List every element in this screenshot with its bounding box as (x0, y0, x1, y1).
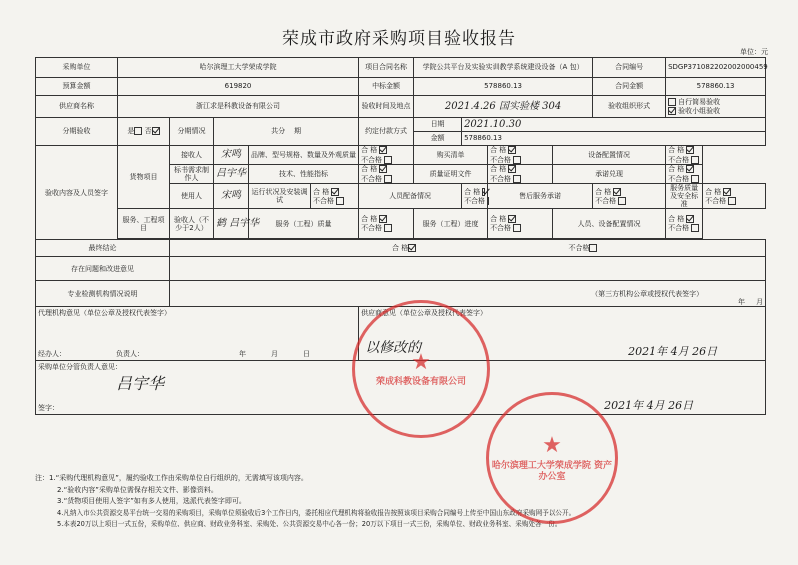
svc-quality-fail-checkbox[interactable] (384, 224, 392, 232)
service-project-label: 服务、工程项目 (118, 209, 170, 239)
staged-label: 分期验收 (36, 118, 118, 146)
proxy-handler-label: 经办人： (38, 350, 66, 359)
budget-value: 619820 (118, 78, 359, 96)
item-staff-label: 人员配备情况 (359, 184, 462, 209)
note-4: 4.凡纳入市公共资源交易平台统一交易的采购项目，采购单位须验收后3个工作日内，委托相应代理机构将验收报告按照该项目采购合同编号上传至中国山东政府采购网予以公开。 (57, 508, 576, 517)
item-run-label: 运行状况及安装调试 (249, 184, 311, 209)
total-label: 共分 (271, 127, 286, 136)
unit-label: 单位：元 (740, 48, 768, 56)
pass-label: 合 格 (668, 165, 685, 174)
run-fail-checkbox[interactable] (336, 197, 344, 205)
amount-value: 578860.13 (462, 132, 766, 146)
item-brand-label: 品牌、型号规格、数量及外观质量 (249, 146, 359, 165)
fail-label: 不合格 (668, 224, 690, 233)
org-form-label: 验收组织形式 (593, 96, 666, 118)
org-team-checkbox[interactable] (668, 107, 676, 115)
supplier-value: 浙江求是科教设备有限公司 (118, 96, 359, 118)
buyer-value: 哈尔滨理工大学荣成学院 (118, 58, 359, 78)
buyer-date-handwritten: 2021年 4月 26日 (604, 398, 694, 412)
item-list-label: 购买清单 (414, 146, 488, 165)
service-receiver-handwritten: 鹤 吕宇华 (216, 217, 260, 229)
amount-label: 金额 (414, 132, 462, 146)
agency-note: （第三方机构公章或授权代表签字） (591, 290, 704, 299)
promise-pass-checkbox[interactable] (686, 165, 694, 173)
pass-label: 合 格 (705, 187, 722, 196)
item-service-quality-label: 服务质量及安全标准 (666, 184, 703, 209)
staged-yes-label: 是 (127, 127, 135, 136)
vendor-date-handwritten: 2021年 4月 26日 (628, 344, 718, 358)
pass-label: 合 格 (361, 146, 378, 155)
final-fail-checkbox[interactable] (589, 244, 597, 252)
proxy-label: 代理机构意见（单位公章及授权代表签字） (38, 309, 171, 318)
item-svc-staff-label: 人员、设备配置情况 (553, 209, 666, 239)
receiver-handwritten: 宋鸣 (221, 149, 241, 161)
acceptance-time-handwritten: 2021.4.26 国实验楼 304 (444, 100, 562, 112)
note-5: 5.本表20万以上项目一式五份，采购单位、供应商、财政业务科室、采购处、公共资源交易中心各一份；20万以下项目一式三份，采购单位、财政业务科室、采购处各一份。 (57, 520, 562, 528)
pass-label: 合 格 (464, 187, 481, 196)
brand-fail-checkbox[interactable] (384, 156, 392, 164)
vendor-label: 供应商意见（单位公章及授权代表签字） (361, 309, 488, 318)
bid-value: 578860.13 (414, 78, 593, 96)
req-maker-label: 标书需求制作人 (170, 165, 214, 184)
buyer-seal-stamp (486, 392, 618, 524)
content-sign-label: 验收内容及人员签字 (36, 146, 118, 240)
pass-label: 合 格 (668, 215, 685, 224)
service-receiver-label: 验收人（不少于2人） (170, 209, 214, 239)
user-label: 使用人 (170, 184, 214, 209)
final-label: 最终结论 (36, 240, 170, 257)
date-label: 日期 (414, 118, 462, 132)
pass-label: 合 格 (595, 187, 612, 196)
tech-fail-checkbox[interactable] (384, 175, 392, 183)
fail-label: 不合格 (595, 196, 617, 205)
org-self-label: 自行简易验收 (678, 97, 721, 106)
req-maker-handwritten: 吕宇华 (216, 168, 246, 180)
fail-label: 不合格 (705, 196, 727, 205)
fail-label: 不合格 (361, 174, 383, 183)
seal-text: 哈尔滨理工大学荣成学院 资产办公室 (491, 460, 613, 483)
budget-label: 预算金额 (36, 78, 118, 96)
agency-year: 年 (737, 298, 745, 307)
goods-label: 货物项目 (118, 146, 170, 209)
sign-label: 签字： (38, 404, 59, 413)
final-pass-checkbox[interactable] (408, 244, 416, 252)
svc-staff-fail-checkbox[interactable] (691, 224, 699, 232)
aftersale-pass-checkbox[interactable] (613, 188, 621, 196)
user-handwritten: 宋鸣 (221, 190, 241, 202)
contract-no-value: SDGP371082202002000459 (666, 58, 766, 78)
bid-label: 中标金额 (359, 78, 414, 96)
buyer-label: 采购单位 (36, 58, 118, 78)
quality-doc-fail-checkbox[interactable] (513, 175, 521, 183)
note-3: 3.“货物项目使用人签字”如有多人使用，选派代表签字即可。 (57, 497, 246, 505)
staged-status-label: 分期情况 (170, 118, 214, 146)
svc-staff-pass-checkbox[interactable] (686, 215, 694, 223)
run-pass-checkbox[interactable] (331, 188, 339, 196)
service-quality-pass-checkbox[interactable] (723, 188, 731, 196)
seal-star-icon: ★ (542, 433, 562, 459)
staged-yes-checkbox[interactable] (134, 127, 142, 135)
item-svc-quality-label: 服务（工程）质量 (249, 209, 359, 239)
fail-label: 不合格 (490, 155, 512, 164)
notes-section (35, 473, 765, 531)
staged-no-checkbox[interactable] (152, 127, 160, 135)
fail-label: 不合格 (490, 224, 512, 233)
config-pass-checkbox[interactable] (686, 146, 694, 154)
seal-star-icon: ★ (411, 349, 431, 375)
pass-label: 合 格 (668, 146, 685, 155)
agency-month: 月 (756, 298, 764, 307)
proxy-leader-label: 负责人： (116, 350, 144, 359)
item-config-label: 设备配置情况 (553, 146, 666, 165)
fail-label: 不合格 (361, 155, 383, 164)
quality-doc-pass-checkbox[interactable] (508, 165, 516, 173)
receiver-label: 接收人 (170, 146, 214, 165)
staff-fail-checkbox[interactable] (487, 197, 489, 205)
svc-progress-pass-checkbox[interactable] (508, 215, 516, 223)
fail-label: 不合格 (668, 174, 690, 183)
proxy-year: 年 (239, 350, 246, 359)
note-1: 注：1.“采购代理机构意见”，履约验收工作由采购单位自行组织的，无需填写该项内容。 (35, 474, 308, 482)
svc-progress-fail-checkbox[interactable] (513, 224, 521, 232)
item-quality-doc-label: 质量证明文件 (414, 165, 488, 184)
payment-label: 约定付款方式 (359, 118, 414, 146)
item-promise-label: 承诺兑现 (553, 165, 666, 184)
list-pass-checkbox[interactable] (508, 146, 516, 154)
promise-fail-checkbox[interactable] (691, 175, 699, 183)
pass-label: 合 格 (361, 165, 378, 174)
pass-label: 合 格 (313, 187, 330, 196)
contract-amount-label: 合同金额 (593, 78, 666, 96)
config-fail-checkbox[interactable] (691, 156, 699, 164)
supplier-label: 供应商名称 (36, 96, 118, 118)
item-aftersale-label: 售后服务承诺 (488, 184, 593, 209)
item-svc-progress-label: 服务（工程）进度 (414, 209, 488, 239)
service-quality-fail-checkbox[interactable] (728, 197, 736, 205)
page-title: 荣成市政府采购项目验收报告 (282, 29, 516, 49)
date-handwritten: 2021.10.30 (464, 118, 522, 130)
staged-no-label: 否 (144, 127, 152, 136)
staff-pass-checkbox[interactable] (482, 188, 485, 196)
pass-label: 合 格 (361, 215, 378, 224)
item-tech-label: 技术、性能指标 (249, 165, 359, 184)
contract-label: 项目合同名称 (359, 58, 414, 78)
fail-label: 不合格 (490, 174, 512, 183)
vendor-handwritten: 以修改的 (365, 340, 422, 357)
issues-label: 存在问题和改进意见 (36, 257, 170, 281)
pass-label: 合 格 (490, 165, 507, 174)
contract-value: 学院公共平台及实验实训教学系统建设设备（A 包） (414, 58, 593, 78)
brand-pass-checkbox[interactable] (379, 146, 387, 154)
fail-label: 不合格 (313, 196, 334, 205)
fail-label: 不合格 (464, 196, 486, 205)
vendor-seal-stamp (352, 300, 490, 438)
aftersale-fail-checkbox[interactable] (618, 197, 626, 205)
svc-quality-pass-checkbox[interactable] (379, 215, 387, 223)
proxy-day: 日 (303, 350, 310, 359)
acceptance-time-label: 验收时间及地点 (359, 96, 414, 118)
list-fail-checkbox[interactable] (513, 156, 521, 164)
pass-label: 合 格 (490, 146, 507, 155)
contract-amount-value: 578860.13 (666, 78, 766, 96)
pass-label: 合 格 (490, 215, 507, 224)
agency-label: 专业检测机构情况说明 (36, 281, 170, 307)
proxy-month: 月 (271, 350, 278, 359)
fail-label: 不合格 (668, 155, 690, 164)
final-fail-label: 不合格 (568, 244, 590, 253)
fail-label: 不合格 (361, 224, 383, 233)
seal-text: 荣成科教设备有限公司 (375, 377, 466, 388)
tech-pass-checkbox[interactable] (379, 165, 387, 173)
final-pass-label: 合 格 (392, 244, 409, 253)
buyer-sign-handwritten: 吕宇华 (116, 374, 165, 394)
contract-no-label: 合同编号 (593, 58, 666, 78)
issues-value[interactable] (170, 257, 766, 281)
org-team-label: 验收小组验收 (678, 107, 721, 115)
buyer-leader-label: 采购单位分管负责人意见： (38, 363, 122, 372)
note-2: 2.“验收内容”采购单位需保存相关文件、影像资料。 (57, 485, 218, 494)
period-label: 期 (293, 127, 301, 136)
